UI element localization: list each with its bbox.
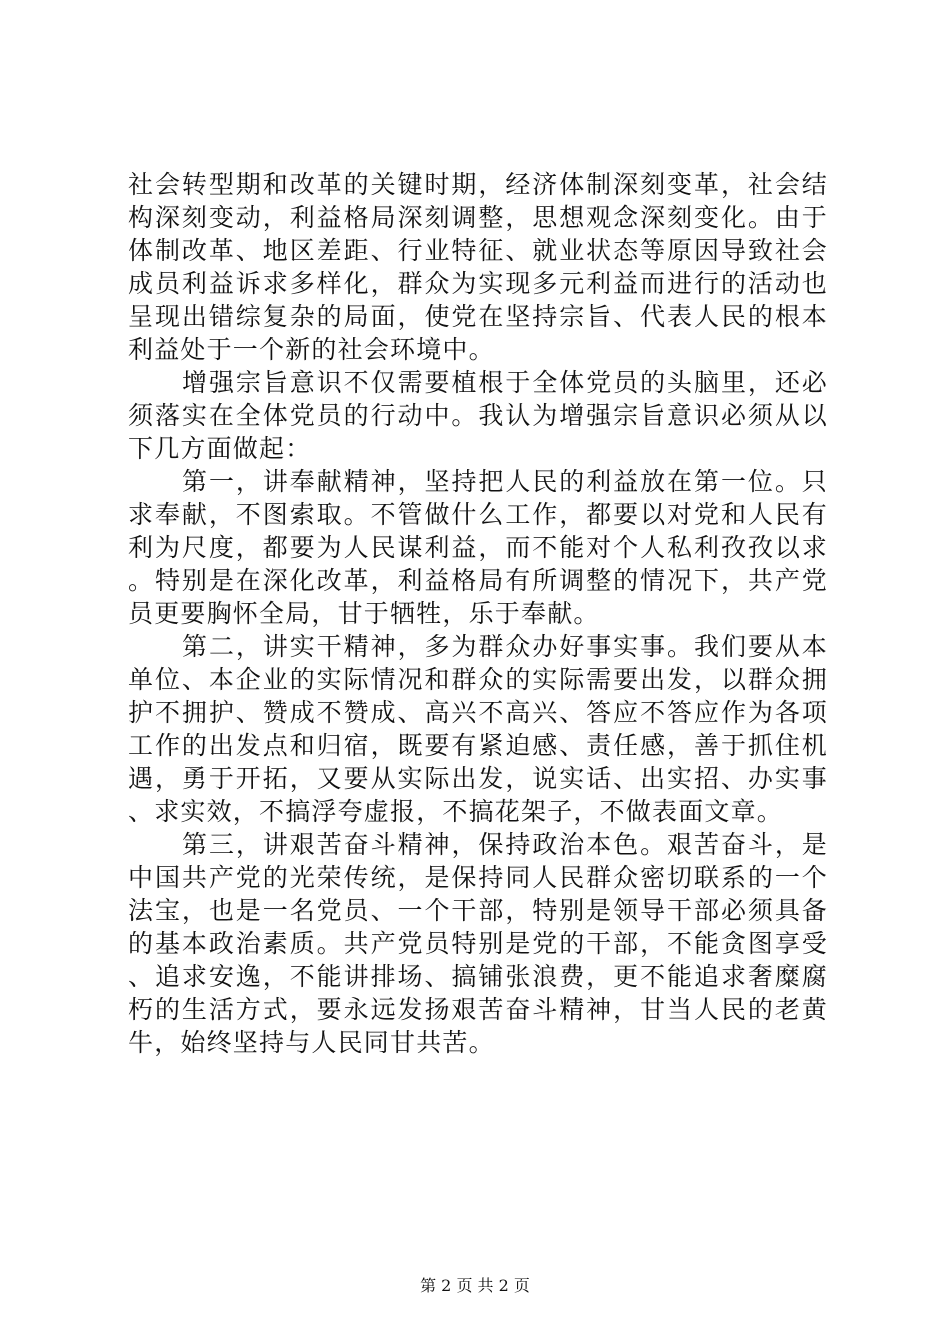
- document-body: [128, 168, 828, 1059]
- paragraph-intro: 增强宗旨意识不仅需要植根于全体党员的头脑里，还必须落实在全体党员的行动中。我认为增强宗旨意识必须从以下几方面做起：: [128, 368, 828, 463]
- paragraph-point-three: 第三，讲艰苦奋斗精神，保持政治本色。艰苦奋斗，是中国共产党的光荣传统，是保持同人民群众密切联系的一个法宝，也是一名党员、一个干部，特别是领导干部必须具备的基本政治素质。共产党员特别是党的干部，不能贪图享受、追求安逸，不能讲排场、搞铺张浪费，更不能追求奢糜腐朽的生活方式，要永远发扬艰苦奋斗精神，甘当人民的老黄牛，始终坚持与人民同甘共苦。: [128, 830, 828, 1057]
- page-number-footer: 第 2 页 共 2 页: [420, 1276, 530, 1295]
- paragraph-point-one: 第一，讲奉献精神，坚持把人民的利益放在第一位。只求奉献，不图索取。不管做什么工作，都要以对党和人民有利为尺度，都要为人民谋利益，而不能对个人私利孜孜以求。特别是在深化改革，利益格局有所调整的情况下，共产党员更要胸怀全局，甘于牺牲，乐于奉献。: [128, 467, 828, 628]
- paragraph-continuation: 社会转型期和改革的关键时期，经济体制深刻变革，社会结构深刻变动，利益格局深刻调整，思想观念深刻变化。由于体制改革、地区差距、行业特征、就业状态等原因导致社会成员利益诉求多样化，群众为实现多元利益而进行的活动也呈现出错综复杂的局面，使党在坚持宗旨、代表人民的根本利益处于一个新的社会环境中。: [128, 170, 828, 364]
- paragraph-point-two: 第二，讲实干精神，多为群众办好事实事。我们要从本单位、本企业的实际情况和群众的实际需要出发，以群众拥护不拥护、赞成不赞成、高兴不高兴、答应不答应作为各项工作的出发点和归宿，既要有紧迫感、责任感，善于抓住机遇，勇于开拓，又要从实际出发，说实话、出实招、办实事、求实效，不搞浮夸虚报，不搞花架子，不做表面文章。: [128, 632, 828, 826]
